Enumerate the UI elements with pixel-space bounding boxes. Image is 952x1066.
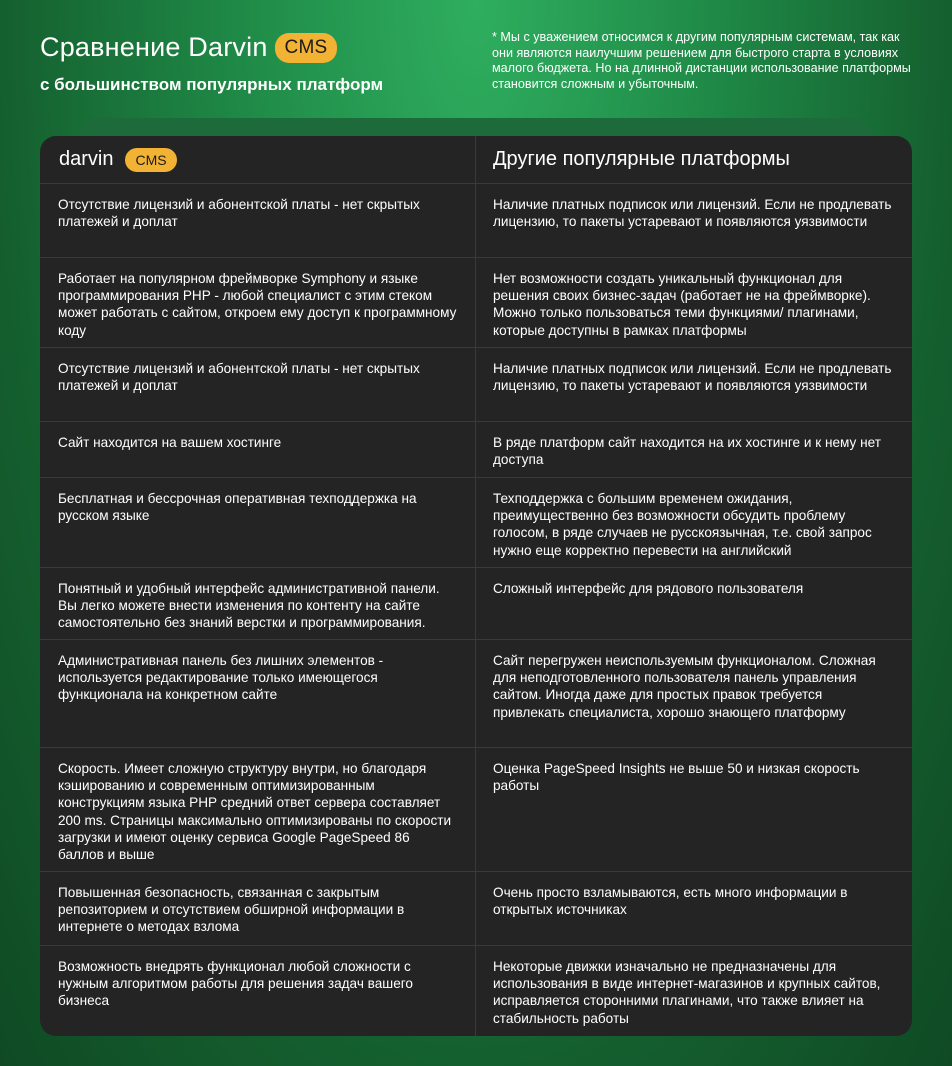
darvin-logo-text: darvin: [59, 148, 114, 170]
other-cell: Техподдержка с большим временем ожидания, преимущественно без возможности обсудить проблему голосом, в ряде случаев не русскоязычная, т.е. свой запрос нужно еще корректно перевести на английский: [493, 491, 872, 558]
darvin-cell: Скорость. Имеет сложную структуру внутри, но благодаря кэшированию и современным оптимизированным конструкциям языка PHP средний ответ сервера составляет 200 ms. Страницы максимально оптимизированы по скорости загрузки и имеют оценку сервиса Google PageSpeed 86 баллов и выше: [40, 748, 476, 871]
other-cell: Сайт перегружен неиспользуемым функционалом. Сложная для неподготовленного пользователя панель управления сайтом. Иногда даже для простых правок требуется привлекать специалиста, хорошо знающего платформу: [493, 653, 876, 720]
footnote: * Мы с уважением относимся к другим популярным системам, так как они являются наилучшим решением для быстрого старта в условиях малого бюджета. Но на длинной дистанции использование платформы становится сложным и убыточным.: [492, 30, 911, 91]
page-title: [40, 32, 337, 63]
table-row: [40, 872, 912, 946]
table-row: [40, 348, 912, 422]
darvin-cell: Сайт находится на вашем хостинге: [40, 422, 476, 477]
other-cell: Нет возможности создать уникальный функционал для решения своих бизнес-задач (работает не на фреймворке). Можно только пользоваться теми функциями/ плагинами, которые доступны в рамках платформы: [493, 271, 871, 338]
darvin-cell: Повышенная безопасность, связанная с закрытым репозиторием и отсутствием обширной информации в интернете о методах взлома: [40, 872, 476, 945]
other-cell: Сложный интерфейс для рядового пользователя: [493, 581, 804, 596]
table-row: [40, 478, 912, 568]
darvin-cell: Административная панель без лишних элементов - используется редактирование только имеющегося функционала на конкретном сайте: [40, 640, 476, 747]
table-row: [40, 422, 912, 478]
table-row: [40, 184, 912, 258]
other-cell: Оценка PageSpeed Insights не выше 50 и низкая скорость работы: [493, 761, 860, 794]
darvin-cell: Бесплатная и бессрочная оперативная техподдержка на русском языке: [40, 478, 476, 567]
darvin-cell: Отсутствие лицензий и абонентской платы - нет скрытых платежей и доплат: [40, 348, 476, 421]
comparison-table: [40, 136, 912, 1036]
table-row: [40, 568, 912, 640]
table-row: [40, 748, 912, 872]
darvin-cell: Возможность внедрять функционал любой сложности с нужным алгоритмом работы для решения задач вашего бизнеса: [40, 946, 476, 1036]
darvin-cell: Понятный и удобный интерфейс административной панели. Вы легко можете внести изменения по контенту на сайте самостоятельно без знаний верстки и программирования.: [40, 568, 476, 639]
column-header-other: Другие популярные платформы: [493, 148, 790, 170]
column-header-darvin: [40, 136, 476, 183]
other-cell: Наличие платных подписок или лицензий. Если не продлевать лицензию, то пакеты устаревают и появляются уязвимости: [493, 361, 892, 394]
table-row: [40, 640, 912, 748]
other-cell: Некоторые движки изначально не предназначены для использования в виде интернет-магазинов и крупных сайтов, исправляется сторонними плагинами, что также влияет на стабильность работы: [493, 959, 881, 1026]
cms-badge: CMS: [125, 148, 176, 172]
table-row: [40, 258, 912, 348]
darvin-cell: Отсутствие лицензий и абонентской платы - нет скрытых платежей и доплат: [40, 184, 476, 257]
other-cell: Наличие платных подписок или лицензий. Если не продлевать лицензию, то пакеты устаревают и появляются уязвимости: [493, 197, 892, 230]
other-cell: Очень просто взламываются, есть много информации в открытых источниках: [493, 885, 848, 918]
table-row: [40, 946, 912, 1036]
page-title-text: Сравнение Darvin: [40, 32, 268, 62]
page-subtitle: с большинством популярных платформ: [40, 75, 384, 94]
table-header: [40, 136, 912, 184]
other-cell: В ряде платформ сайт находится на их хостинге и к нему нет доступа: [493, 435, 881, 468]
cms-badge: CMS: [275, 33, 338, 63]
darvin-cell: Работает на популярном фреймворке Symphony и языке программирования PHP - любой специалист с этим стеком может работать с сайтом, откроем ему доступ к программному коду: [40, 258, 476, 347]
